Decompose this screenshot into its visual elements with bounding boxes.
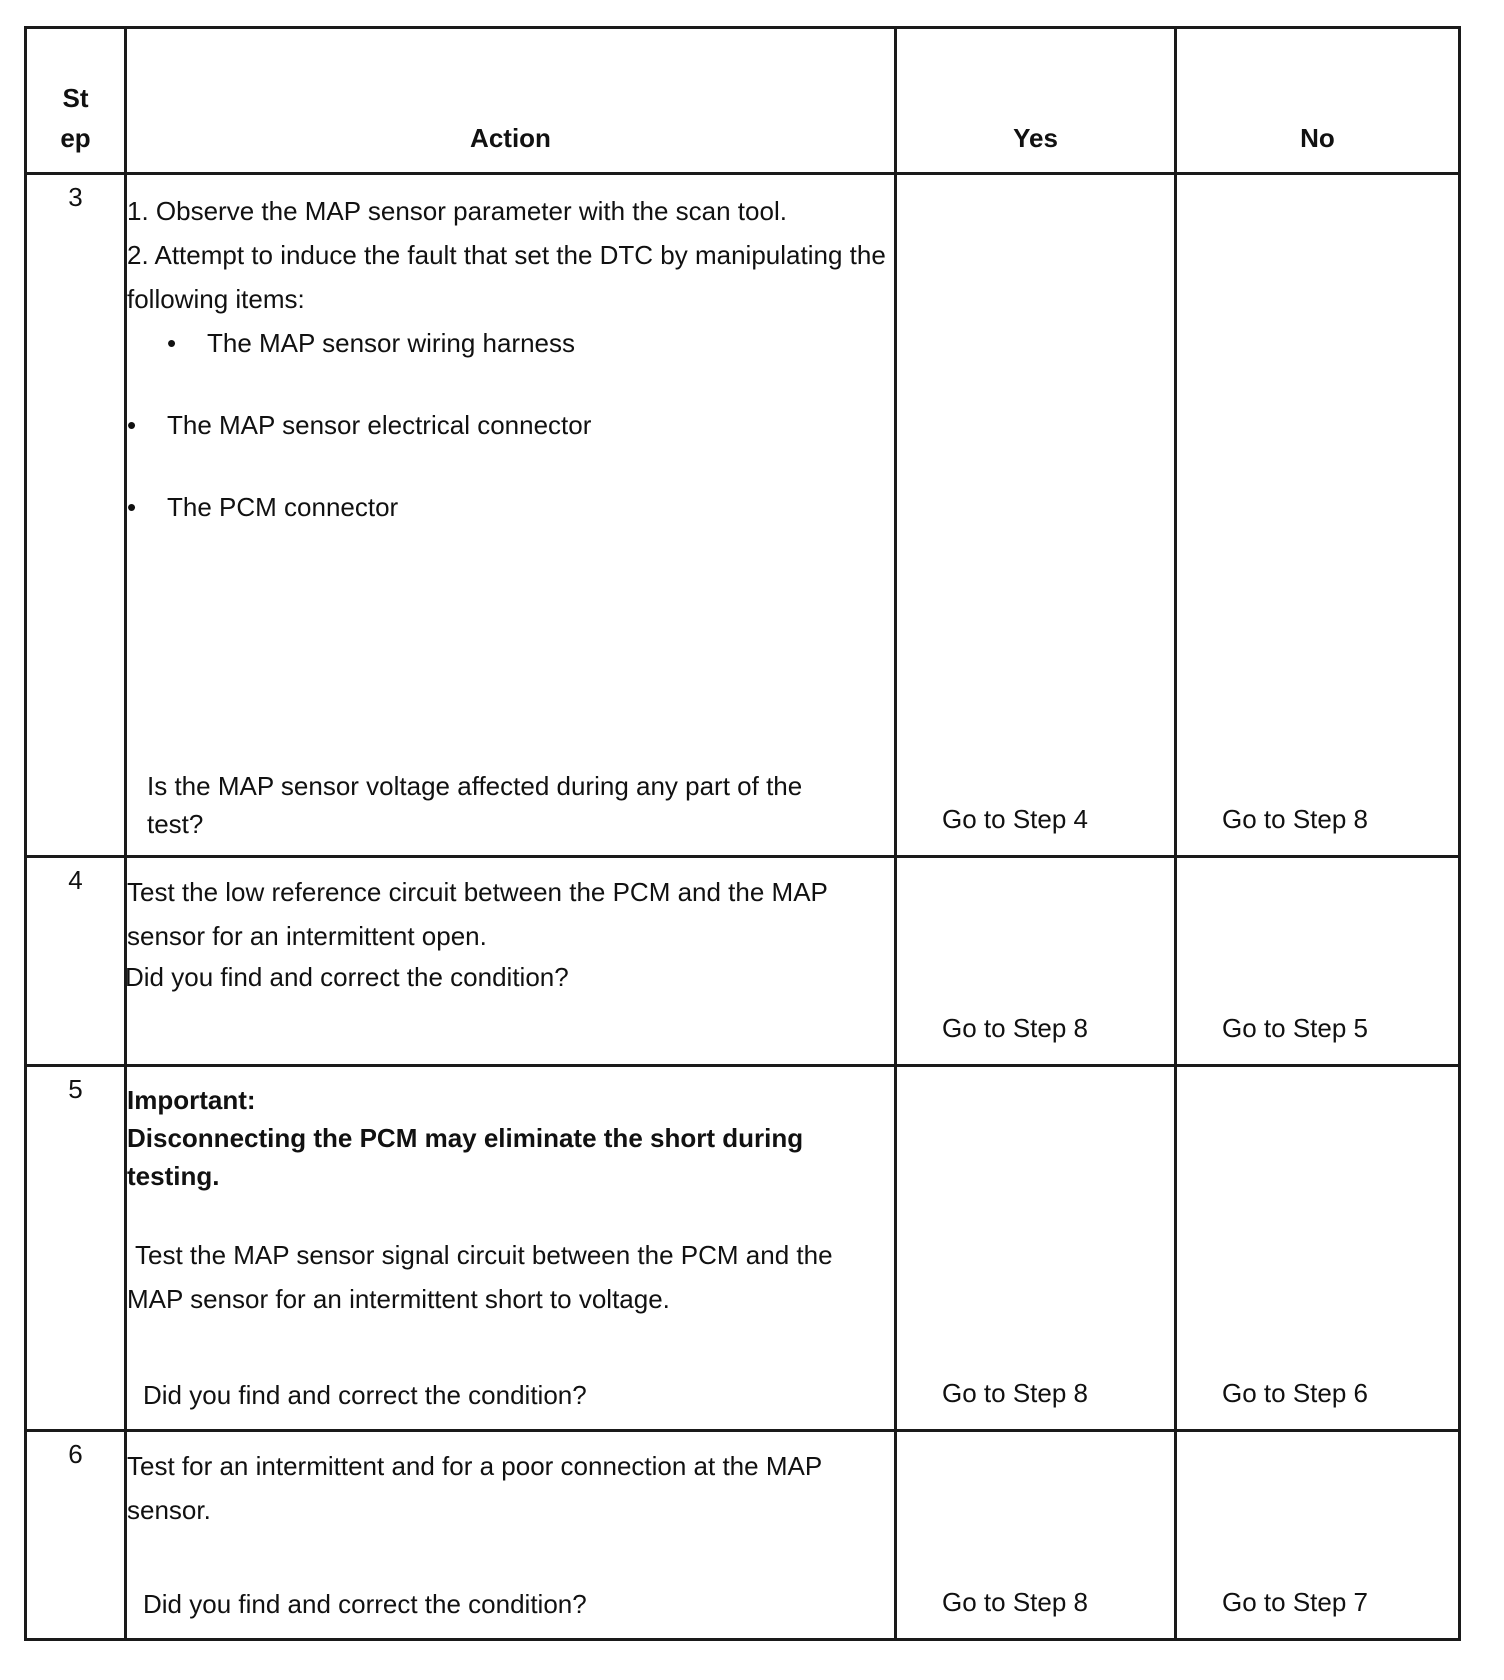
header-step — [26, 28, 126, 174]
action-cell — [126, 1066, 896, 1431]
table-header-row — [26, 28, 1460, 174]
no-result: Go to Step 8 — [1222, 804, 1368, 834]
bullet-item — [127, 485, 894, 529]
yes-cell — [896, 1431, 1176, 1640]
bullet-item — [127, 403, 894, 447]
header-yes — [896, 28, 1176, 174]
action-cell — [126, 1431, 896, 1640]
action-question: Is the MAP sensor voltage affected during any part of the test? — [147, 771, 803, 839]
table-row — [26, 1066, 1460, 1431]
no-cell — [1176, 1431, 1460, 1640]
action-item-2: 2. Attempt to induce the fault that set the DTC by manipulating the following items: — [127, 240, 886, 314]
yes-result: Go to Step 8 — [942, 1378, 1088, 1408]
action-text: Test for an intermittent and for a poor connection at the MAP sensor. — [127, 1451, 822, 1525]
table-row — [26, 174, 1460, 857]
bullet-icon: • — [127, 410, 137, 440]
action-cell — [126, 174, 896, 857]
header-no — [1176, 28, 1460, 174]
action-question: Did you find and correct the condition? — [143, 1589, 587, 1619]
header-action-label: Action — [470, 123, 551, 153]
bullet-text: The MAP sensor wiring harness — [207, 328, 576, 358]
header-yes-label: Yes — [1013, 123, 1058, 153]
step-number: 4 — [26, 857, 126, 1066]
step-number: 5 — [26, 1066, 126, 1431]
no-result: Go to Step 5 — [1222, 1013, 1368, 1043]
action-text: Test the low reference circuit between the PCM and the MAP sensor for an intermittent open. — [127, 877, 828, 951]
header-no-label: No — [1300, 123, 1335, 153]
action-text: Test the MAP sensor signal circuit between the PCM and the MAP sensor for an intermittent short to voltage. — [127, 1240, 833, 1314]
bullet-text: The MAP sensor electrical connector — [167, 410, 592, 440]
yes-result: Go to Step 8 — [942, 1013, 1088, 1043]
step-number: 6 — [26, 1431, 126, 1640]
important-text: Disconnecting the PCM may eliminate the short during testing. — [127, 1123, 804, 1191]
diagnostic-steps-table — [24, 26, 1461, 1641]
bullet-item — [127, 321, 894, 365]
yes-result: Go to Step 4 — [942, 804, 1088, 834]
yes-result: Go to Step 8 — [942, 1587, 1088, 1617]
bullet-text: The PCM connector — [167, 492, 399, 522]
yes-cell — [896, 174, 1176, 857]
yes-cell — [896, 857, 1176, 1066]
no-cell — [1176, 857, 1460, 1066]
step-number: 3 — [26, 174, 126, 857]
action-question: Did you find and correct the condition? — [143, 1380, 587, 1410]
action-question: Did you find and correct the condition? — [125, 962, 569, 992]
important-label: Important: — [127, 1085, 256, 1115]
yes-cell — [896, 1066, 1176, 1431]
table-row — [26, 1431, 1460, 1640]
no-cell — [1176, 174, 1460, 857]
action-cell — [126, 857, 896, 1066]
bullet-icon: • — [127, 492, 137, 522]
bullet-icon: • — [167, 328, 177, 358]
header-step-label: Step — [60, 83, 91, 153]
no-result: Go to Step 7 — [1222, 1587, 1368, 1617]
no-result: Go to Step 6 — [1222, 1378, 1368, 1408]
header-action — [126, 28, 896, 174]
action-item-1: 1. Observe the MAP sensor parameter with the scan tool. — [127, 196, 787, 226]
table-row — [26, 857, 1460, 1066]
no-cell — [1176, 1066, 1460, 1431]
